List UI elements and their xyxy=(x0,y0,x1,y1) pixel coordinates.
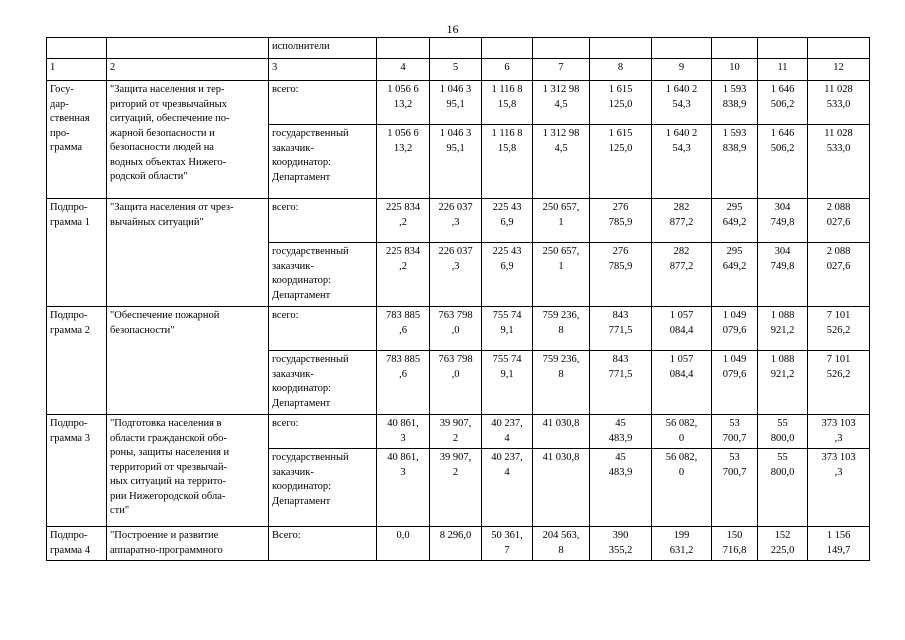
funding-value-cell: 7 101 526,2 xyxy=(808,351,870,415)
funding-value-cell: 1 057 084,4 xyxy=(652,351,712,415)
funding-value-cell: 843 771,5 xyxy=(590,351,652,415)
funding-value-cell: 11 028 533,0 xyxy=(808,125,870,199)
funding-value-cell: 226 037 ,3 xyxy=(430,199,482,243)
header-empty-cell xyxy=(808,38,870,59)
header-empty-cell xyxy=(758,38,808,59)
funding-value-cell: 225 834 ,2 xyxy=(377,199,430,243)
program-level-cell: Подпро- грамма 3 xyxy=(47,415,107,527)
funding-value-cell: 1 046 3 95,1 xyxy=(430,125,482,199)
header-empty-cell xyxy=(652,38,712,59)
funding-value-cell: 40 861, 3 xyxy=(377,449,430,527)
budget-table xyxy=(46,37,870,561)
funding-value-cell: 295 649,2 xyxy=(712,199,758,243)
funding-value-cell: 150 716,8 xyxy=(712,527,758,561)
program-name-cell: "Защита населения от чрез- вычайных ситуаций" xyxy=(107,199,269,307)
executor-cell: всего: xyxy=(269,81,377,125)
program-level-cell: Подпро- грамма 1 xyxy=(47,199,107,307)
funding-value-cell: 250 657, 1 xyxy=(533,243,590,307)
funding-value-cell: 1 646 506,2 xyxy=(758,125,808,199)
funding-value-cell: 56 082, 0 xyxy=(652,449,712,527)
program-level-cell: Подпро- грамма 2 xyxy=(47,307,107,415)
header-empty-cell xyxy=(533,38,590,59)
header-empty-cell xyxy=(712,38,758,59)
column-index-cell: 3 xyxy=(269,59,377,81)
funding-value-cell: 2 088 027,6 xyxy=(808,199,870,243)
funding-value-cell: 56 082, 0 xyxy=(652,415,712,449)
funding-value-cell: 152 225,0 xyxy=(758,527,808,561)
funding-value-cell: 250 657, 1 xyxy=(533,199,590,243)
funding-value-cell: 40 237, 4 xyxy=(482,415,533,449)
funding-value-cell: 1 116 8 15,8 xyxy=(482,125,533,199)
program-name-cell: "Защита населения и тер- риторий от чрезвычайных ситуаций, обеспечение по- жарной безопасности и безопасности людей на водных объектах Нижего- родской области" xyxy=(107,81,269,199)
funding-value-cell: 225 834 ,2 xyxy=(377,243,430,307)
funding-value-cell: 1 615 125,0 xyxy=(590,81,652,125)
column-index-cell: 11 xyxy=(758,59,808,81)
funding-value-cell: 226 037 ,3 xyxy=(430,243,482,307)
header-empty-cell xyxy=(590,38,652,59)
funding-value-cell: 53 700,7 xyxy=(712,449,758,527)
funding-value-cell: 225 43 6,9 xyxy=(482,199,533,243)
funding-value-cell: 763 798 ,0 xyxy=(430,351,482,415)
header-empty-cell xyxy=(107,38,269,59)
funding-value-cell: 45 483,9 xyxy=(590,415,652,449)
funding-value-cell: 1 116 8 15,8 xyxy=(482,81,533,125)
funding-value-cell: 759 236, 8 xyxy=(533,307,590,351)
executor-cell: всего: xyxy=(269,199,377,243)
funding-value-cell: 282 877,2 xyxy=(652,199,712,243)
funding-value-cell: 1 056 6 13,2 xyxy=(377,125,430,199)
funding-value-cell: 276 785,9 xyxy=(590,243,652,307)
funding-value-cell: 204 563, 8 xyxy=(533,527,590,561)
column-index-cell: 12 xyxy=(808,59,870,81)
funding-value-cell: 41 030,8 xyxy=(533,415,590,449)
funding-value-cell: 755 74 9,1 xyxy=(482,307,533,351)
header-empty-cell xyxy=(47,38,107,59)
funding-value-cell: 1 312 98 4,5 xyxy=(533,125,590,199)
column-index-cell: 6 xyxy=(482,59,533,81)
funding-value-cell: 7 101 526,2 xyxy=(808,307,870,351)
funding-value-cell: 390 355,2 xyxy=(590,527,652,561)
program-name-cell: "Подготовка населения в области гражданской обо- роны, защиты населения и территорий от чрезвычай- ных ситуаций на террито- рии Нижегородской обла- сти" xyxy=(107,415,269,527)
column-index-cell: 10 xyxy=(712,59,758,81)
funding-value-cell: 2 088 027,6 xyxy=(808,243,870,307)
funding-value-cell: 225 43 6,9 xyxy=(482,243,533,307)
funding-value-cell: 295 649,2 xyxy=(712,243,758,307)
program-row xyxy=(47,307,870,351)
funding-value-cell: 41 030,8 xyxy=(533,449,590,527)
funding-value-cell: 50 361, 7 xyxy=(482,527,533,561)
funding-value-cell: 1 640 2 54,3 xyxy=(652,125,712,199)
funding-value-cell: 53 700,7 xyxy=(712,415,758,449)
program-row xyxy=(47,527,870,561)
header-executors-cell: исполнители xyxy=(269,38,377,59)
funding-value-cell: 755 74 9,1 xyxy=(482,351,533,415)
funding-value-cell: 1 593 838,9 xyxy=(712,125,758,199)
funding-value-cell: 1 640 2 54,3 xyxy=(652,81,712,125)
header-empty-cell xyxy=(482,38,533,59)
funding-value-cell: 843 771,5 xyxy=(590,307,652,351)
column-index-cell: 7 xyxy=(533,59,590,81)
program-name-cell: "Построение и развитие аппаратно-программного xyxy=(107,527,269,561)
funding-value-cell: 199 631,2 xyxy=(652,527,712,561)
funding-value-cell: 55 800,0 xyxy=(758,449,808,527)
funding-value-cell: 783 885 ,6 xyxy=(377,351,430,415)
funding-value-cell: 304 749,8 xyxy=(758,243,808,307)
funding-value-cell: 11 028 533,0 xyxy=(808,81,870,125)
header-row xyxy=(47,38,870,59)
funding-value-cell: 39 907, 2 xyxy=(430,415,482,449)
funding-value-cell: 45 483,9 xyxy=(590,449,652,527)
funding-value-cell: 304 749,8 xyxy=(758,199,808,243)
header-empty-cell xyxy=(430,38,482,59)
funding-value-cell: 1 646 506,2 xyxy=(758,81,808,125)
funding-value-cell: 1 088 921,2 xyxy=(758,307,808,351)
program-row xyxy=(47,415,870,449)
program-row xyxy=(47,199,870,243)
funding-value-cell: 1 056 6 13,2 xyxy=(377,81,430,125)
column-index-row xyxy=(47,59,870,81)
funding-value-cell: 39 907, 2 xyxy=(430,449,482,527)
funding-value-cell: 1 057 084,4 xyxy=(652,307,712,351)
funding-value-cell: 40 861, 3 xyxy=(377,415,430,449)
funding-value-cell: 1 156 149,7 xyxy=(808,527,870,561)
column-index-cell: 4 xyxy=(377,59,430,81)
executor-cell: государственный заказчик- координатор: Департамент xyxy=(269,125,377,199)
executor-cell: всего: xyxy=(269,415,377,449)
funding-value-cell: 8 296,0 xyxy=(430,527,482,561)
funding-value-cell: 1 593 838,9 xyxy=(712,81,758,125)
page-number: 16 xyxy=(446,22,459,36)
funding-value-cell: 759 236, 8 xyxy=(533,351,590,415)
program-level-cell: Подпро- грамма 4 xyxy=(47,527,107,561)
funding-value-cell: 55 800,0 xyxy=(758,415,808,449)
column-index-cell: 5 xyxy=(430,59,482,81)
column-index-cell: 9 xyxy=(652,59,712,81)
program-row xyxy=(47,81,870,125)
funding-value-cell: 373 103 ,3 xyxy=(808,415,870,449)
column-index-cell: 1 xyxy=(47,59,107,81)
executor-cell: государственный заказчик- координатор: Департамент xyxy=(269,243,377,307)
program-name-cell: "Обеспечение пожарной безопасности" xyxy=(107,307,269,415)
funding-value-cell: 1 049 079,6 xyxy=(712,307,758,351)
funding-value-cell: 276 785,9 xyxy=(590,199,652,243)
funding-value-cell: 1 046 3 95,1 xyxy=(430,81,482,125)
column-index-cell: 8 xyxy=(590,59,652,81)
funding-value-cell: 783 885 ,6 xyxy=(377,307,430,351)
executor-cell: государственный заказчик- координатор: Департамент xyxy=(269,351,377,415)
program-level-cell: Госу- дар- ственная про- грамма xyxy=(47,81,107,199)
column-index-cell: 2 xyxy=(107,59,269,81)
executor-cell: Всего: xyxy=(269,527,377,561)
funding-value-cell: 282 877,2 xyxy=(652,243,712,307)
funding-value-cell: 1 312 98 4,5 xyxy=(533,81,590,125)
header-empty-cell xyxy=(377,38,430,59)
funding-value-cell: 763 798 ,0 xyxy=(430,307,482,351)
funding-value-cell: 0,0 xyxy=(377,527,430,561)
funding-value-cell: 1 088 921,2 xyxy=(758,351,808,415)
funding-value-cell: 373 103 ,3 xyxy=(808,449,870,527)
funding-value-cell: 1 049 079,6 xyxy=(712,351,758,415)
funding-value-cell: 1 615 125,0 xyxy=(590,125,652,199)
executor-cell: государственный заказчик- координатор: Департамент xyxy=(269,449,377,527)
executor-cell: всего: xyxy=(269,307,377,351)
funding-value-cell: 40 237, 4 xyxy=(482,449,533,527)
